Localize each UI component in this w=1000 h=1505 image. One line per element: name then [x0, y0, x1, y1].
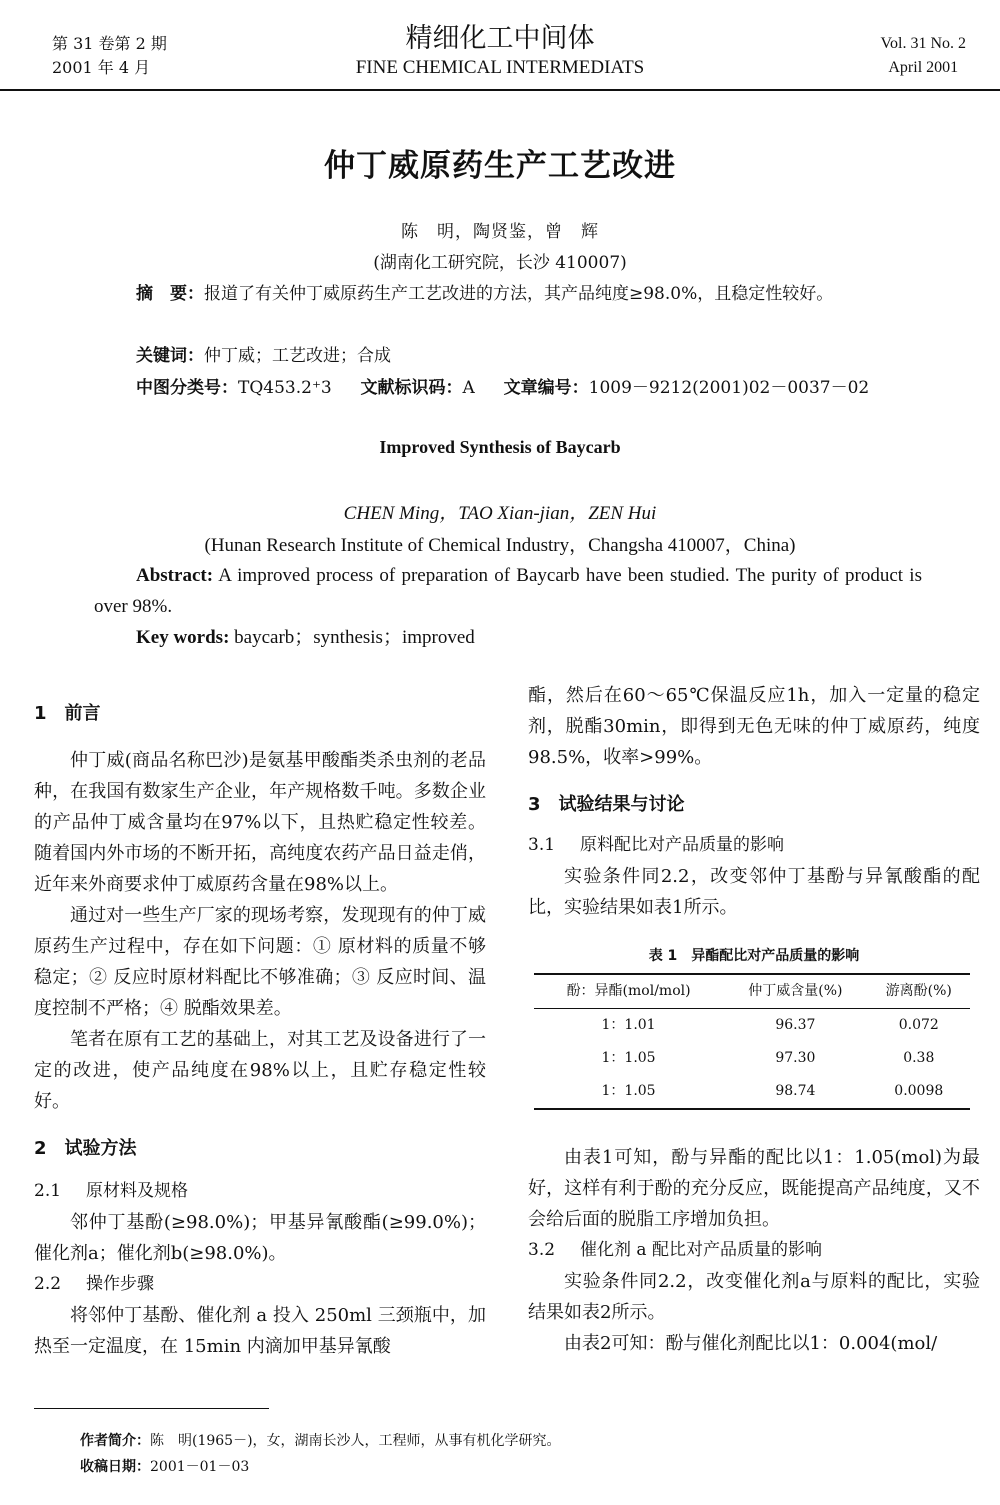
keywords-cn-text: 仲丁威；工艺改进；合成	[204, 346, 391, 366]
subsection-3-2-paragraph: 实验条件同2.2，改变催化剂a与原料的配比，实验结果如表2所示。	[528, 1271, 980, 1323]
article-number-label: 文章编号：	[503, 378, 589, 398]
keywords-en-label: Key words:	[136, 627, 230, 648]
doc-code-label: 文献标识码：	[360, 378, 463, 398]
subsection-3-2-paragraph-2: 由表2可知：酚与催化剂配比以1：0.004(mol/	[564, 1333, 938, 1354]
subsection-2-2-heading	[34, 1269, 486, 1300]
abstract-en-label: Abstract:	[136, 565, 214, 586]
table-header-cell: 酚：异酯(mol/mol)	[534, 974, 723, 1009]
volume-issue-cn: 第 31 卷第 2 期	[52, 34, 167, 53]
keywords-cn	[136, 342, 391, 371]
left-column	[34, 698, 486, 1362]
article-number-value: 1009－9212(2001)02－0037－02	[588, 378, 870, 398]
authors-cn: 陈 明，陶贤鉴，曾 辉	[401, 222, 599, 242]
author-bio-label: 作者简介：	[80, 1433, 150, 1449]
keywords-cn-label: 关键词：	[136, 346, 204, 366]
doc-code-value: A	[462, 378, 475, 398]
subsection-2-1-number: 2.1	[34, 1181, 62, 1201]
footnote-rule	[34, 1408, 269, 1409]
issue-info-en	[881, 32, 967, 80]
subsection-3-2-title: 催化剂 a 配比对产品质量的影响	[580, 1240, 822, 1260]
section-1-paragraph-2: 通过对一些生产厂家的现场考察，发现现有的仲丁威原药生产过程中，存在如下问题：① 原材料的质量不够稳定；② 反应时原材料配比不够准确；③ 反应时间、温度控制不严格；④ 脱酯效果差。	[34, 905, 486, 1019]
journal-name-cn: 精细化工中间体	[405, 23, 595, 54]
received-date-label: 收稿日期：	[80, 1459, 150, 1475]
subsection-2-2-paragraph-continued: 酯，然后在60～65℃保温反应1h，加入一定量的稳定剂，脱酯30min，即得到无色无味的仲丁威原药，纯度98.5%，收率>99%。	[528, 685, 980, 768]
section-2-heading: 2 试验方法	[34, 1138, 137, 1159]
authors-en: CHEN Ming，TAO Xian-jian，ZEN Hui	[343, 503, 657, 524]
table-cell: 98.74	[723, 1075, 867, 1109]
table-cell: 97.30	[775, 1050, 816, 1066]
table-cell: 0.0098	[868, 1075, 970, 1109]
section-3-heading: 3 试验结果与讨论	[528, 794, 685, 815]
clc-label: 中图分类号：	[136, 378, 238, 398]
table-cell: 96.37	[775, 1017, 816, 1033]
table-header-row	[534, 974, 970, 1009]
subsection-3-1-title: 原料配比对产品质量的影响	[580, 835, 784, 855]
clc-value: TQ453.2⁺3	[238, 378, 332, 398]
abstract-en	[94, 560, 922, 622]
keywords-en	[136, 622, 475, 649]
footnote	[80, 1428, 561, 1480]
journal-header	[0, 22, 1000, 80]
table-cell: 1：1.05	[534, 1075, 723, 1109]
abstract-cn	[94, 280, 924, 309]
subsection-2-2-paragraph: 将邻仲丁基酚、催化剂 a 投入 250ml 三颈瓶中，加热至一定温度，在 15min 内滴加甲基异氰酸	[34, 1305, 486, 1357]
table-1	[534, 973, 970, 1110]
subsection-2-1-heading	[34, 1176, 486, 1207]
paper-title-cn: 仲丁威原药生产工艺改进	[324, 148, 676, 184]
paper-title-en: Improved Synthesis of Baycarb	[379, 437, 621, 457]
author-bio	[80, 1428, 561, 1454]
table-cell: 1：1.01	[601, 1017, 656, 1033]
subsection-2-2-title: 操作步骤	[86, 1274, 154, 1294]
table-1-caption: 表 1 异酯配比对产品质量的影响	[648, 948, 860, 964]
date-cn: 2001 年 4 月	[52, 58, 151, 77]
abstract-cn-text: 报道了有关仲丁威原药生产工艺改进的方法，其产品纯度≥98.0%，且稳定性较好。	[204, 284, 834, 304]
affiliation-en: (Hunan Research Institute of Chemical Industry，Changsha 410007，China)	[204, 535, 796, 556]
affiliation-cn: (湖南化工研究院，长沙 410007)	[373, 253, 627, 273]
subsection-3-2-number: 3.2	[528, 1240, 556, 1260]
table-cell: 0.072	[898, 1017, 939, 1033]
table-cell: 1：1.05	[601, 1050, 656, 1066]
table-row	[534, 1042, 970, 1075]
subsection-2-1-title: 原材料及规格	[86, 1181, 188, 1201]
volume-issue-en: Vol. 31 No. 2	[880, 35, 966, 52]
date-en: April 2001	[888, 59, 959, 76]
table-header-cell: 游离酚(%)	[868, 974, 970, 1009]
abstract-cn-label: 摘 要：	[136, 284, 204, 304]
received-date-text: 2001－01－03	[150, 1459, 250, 1475]
section-1-paragraph-3: 笔者在原有工艺的基础上，对其工艺及设备进行了一定的改进，使产品纯度在98%以上，且贮存稳定性较好。	[34, 1029, 486, 1112]
author-bio-text: 陈 明(1965－)，女，湖南长沙人，工程师，从事有机化学研究。	[150, 1433, 561, 1449]
subsection-3-1-number: 3.1	[528, 835, 556, 855]
subsection-3-1-paragraph: 实验条件同2.2，改变邻仲丁基酚与异氰酸酯的配比，实验结果如表1所示。	[528, 866, 980, 918]
table-row	[534, 1075, 970, 1109]
abstract-en-text: A improved process of preparation of Baycarb have been studied. The purity of product is over 98%.	[94, 565, 922, 617]
keywords-en-text: baycarb；synthesis；improved	[229, 627, 475, 648]
classification-line	[136, 373, 869, 398]
header-rule	[0, 89, 1000, 91]
table-row	[534, 1009, 970, 1043]
section-1-heading: 1 前言	[34, 703, 101, 724]
subsection-2-2-number: 2.2	[34, 1274, 62, 1294]
subsection-3-1-heading	[528, 830, 980, 861]
subsection-2-1-paragraph: 邻仲丁基酚(≥98.0%)；甲基异氰酸酯(≥99.0%)；催化剂a；催化剂b(≥98.0%)。	[34, 1212, 486, 1264]
table-header-cell: 仲丁威含量(%)	[723, 974, 867, 1009]
table-cell: 0.38	[903, 1050, 935, 1066]
table-1-discussion-paragraph: 由表1可知，酚与异酯的配比以1：1.05(mol)为最好，这样有利于酚的充分反应，既能提高产品纯度，又不会给后面的脱脂工序增加负担。	[528, 1147, 980, 1230]
subsection-3-2-heading	[528, 1235, 980, 1266]
section-1-paragraph-1: 仲丁威(商品名称巴沙)是氨基甲酸酯类杀虫剂的老品种，在我国有数家生产企业，年产规格数千吨。多数企业的产品仲丁威含量均在97%以下，且热贮稳定性较差。随着国内外市场的不断开拓，高纯度农药产品日益走俏，近年来外商要求仲丁威原药含量在98%以上。	[34, 750, 486, 895]
received-date	[80, 1454, 561, 1480]
journal-name-en: FINE CHEMICAL INTERMEDIATS	[355, 57, 645, 78]
right-column	[528, 680, 980, 1359]
